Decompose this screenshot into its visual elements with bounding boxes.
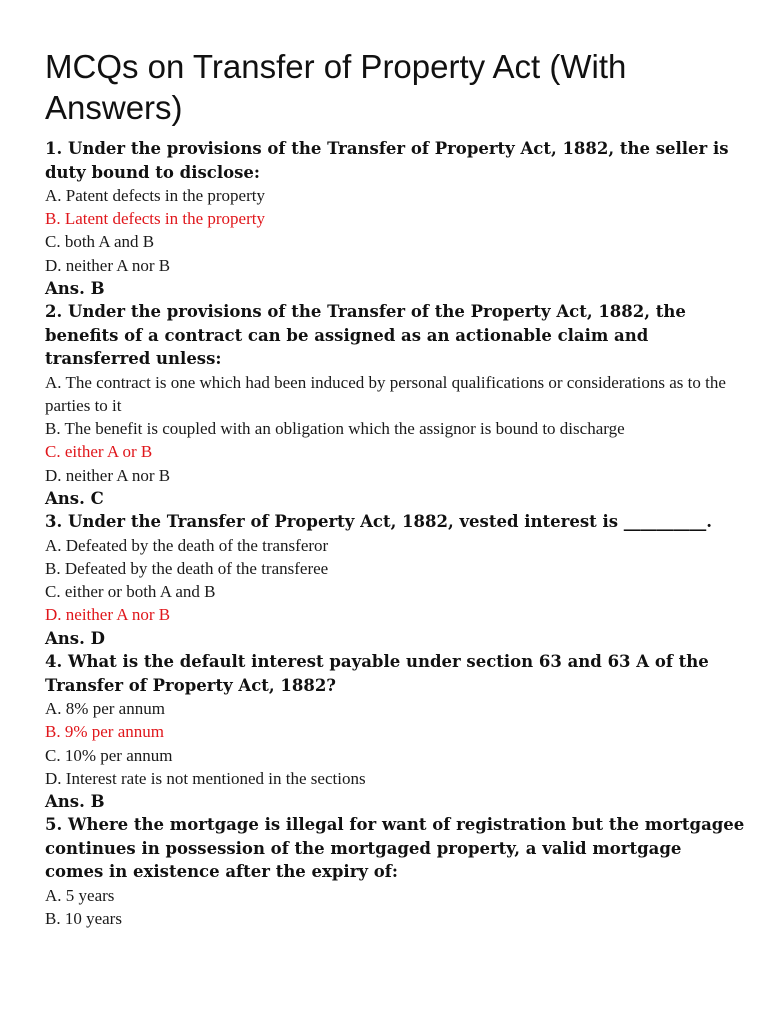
question-text: 1. Under the provisions of the Transfer of Property Act, 1882, the seller is duty bound to disclose:: [45, 139, 729, 182]
question-block: [45, 137, 745, 300]
correct-option: B. 9% per annum: [45, 722, 164, 742]
answer-option: D. Interest rate is not mentioned in the sections: [45, 768, 366, 788]
answer-key: Ans. B: [45, 278, 105, 298]
answer-key: Ans. C: [45, 488, 104, 508]
answer-option: A. Defeated by the death of the transferor: [45, 535, 329, 555]
question-text: 3. Under the Transfer of Property Act, 1882, vested interest is __________.: [45, 512, 713, 532]
answer-option: A. 8% per annum: [45, 699, 165, 719]
answer-option: C. 10% per annum: [45, 745, 173, 765]
question-block: [45, 650, 745, 813]
answer-key: Ans. D: [45, 628, 105, 648]
correct-option: C. either A or B: [45, 442, 153, 462]
answer-key: Ans. B: [45, 791, 105, 811]
answer-option: D. neither A nor B: [45, 255, 171, 275]
document-page: [45, 46, 745, 930]
answer-option: B. 10 years: [45, 909, 122, 929]
question-block: [45, 813, 745, 930]
page-title: MCQs on Transfer of Property Act (With Answers): [45, 48, 627, 126]
question-text: 5. Where the mortgage is illegal for want of registration but the mortgagee continues in possession of the mortgaged property, a valid mortgage comes in existence after the expiry of:: [45, 815, 745, 882]
question-text: 4. What is the default interest payable under section 63 and 63 A of the Transfer of Property Act, 1882?: [45, 652, 709, 695]
correct-option: B. Latent defects in the property: [45, 209, 265, 229]
correct-option: D. neither A nor B: [45, 605, 171, 625]
answer-option: A. The contract is one which had been induced by personal qualifications or considerations as to the parties to it: [45, 372, 726, 416]
question-block: [45, 510, 745, 650]
answer-option: A. Patent defects in the property: [45, 186, 265, 205]
answer-option: B. The benefit is coupled with an obligation which the assignor is bound to discharge: [45, 419, 625, 439]
answer-option: C. either or both A and B: [45, 582, 216, 602]
answer-option: B. Defeated by the death of the transferee: [45, 559, 329, 579]
question-list: [45, 137, 745, 930]
question-block: [45, 300, 745, 510]
question-text: 2. Under the provisions of the Transfer of the Property Act, 1882, the benefits of a contract can be assigned as an actionable claim and transferred unless:: [45, 302, 686, 369]
answer-option: C. both A and B: [45, 232, 155, 252]
answer-option: A. 5 years: [45, 885, 115, 905]
answer-option: D. neither A nor B: [45, 465, 171, 485]
